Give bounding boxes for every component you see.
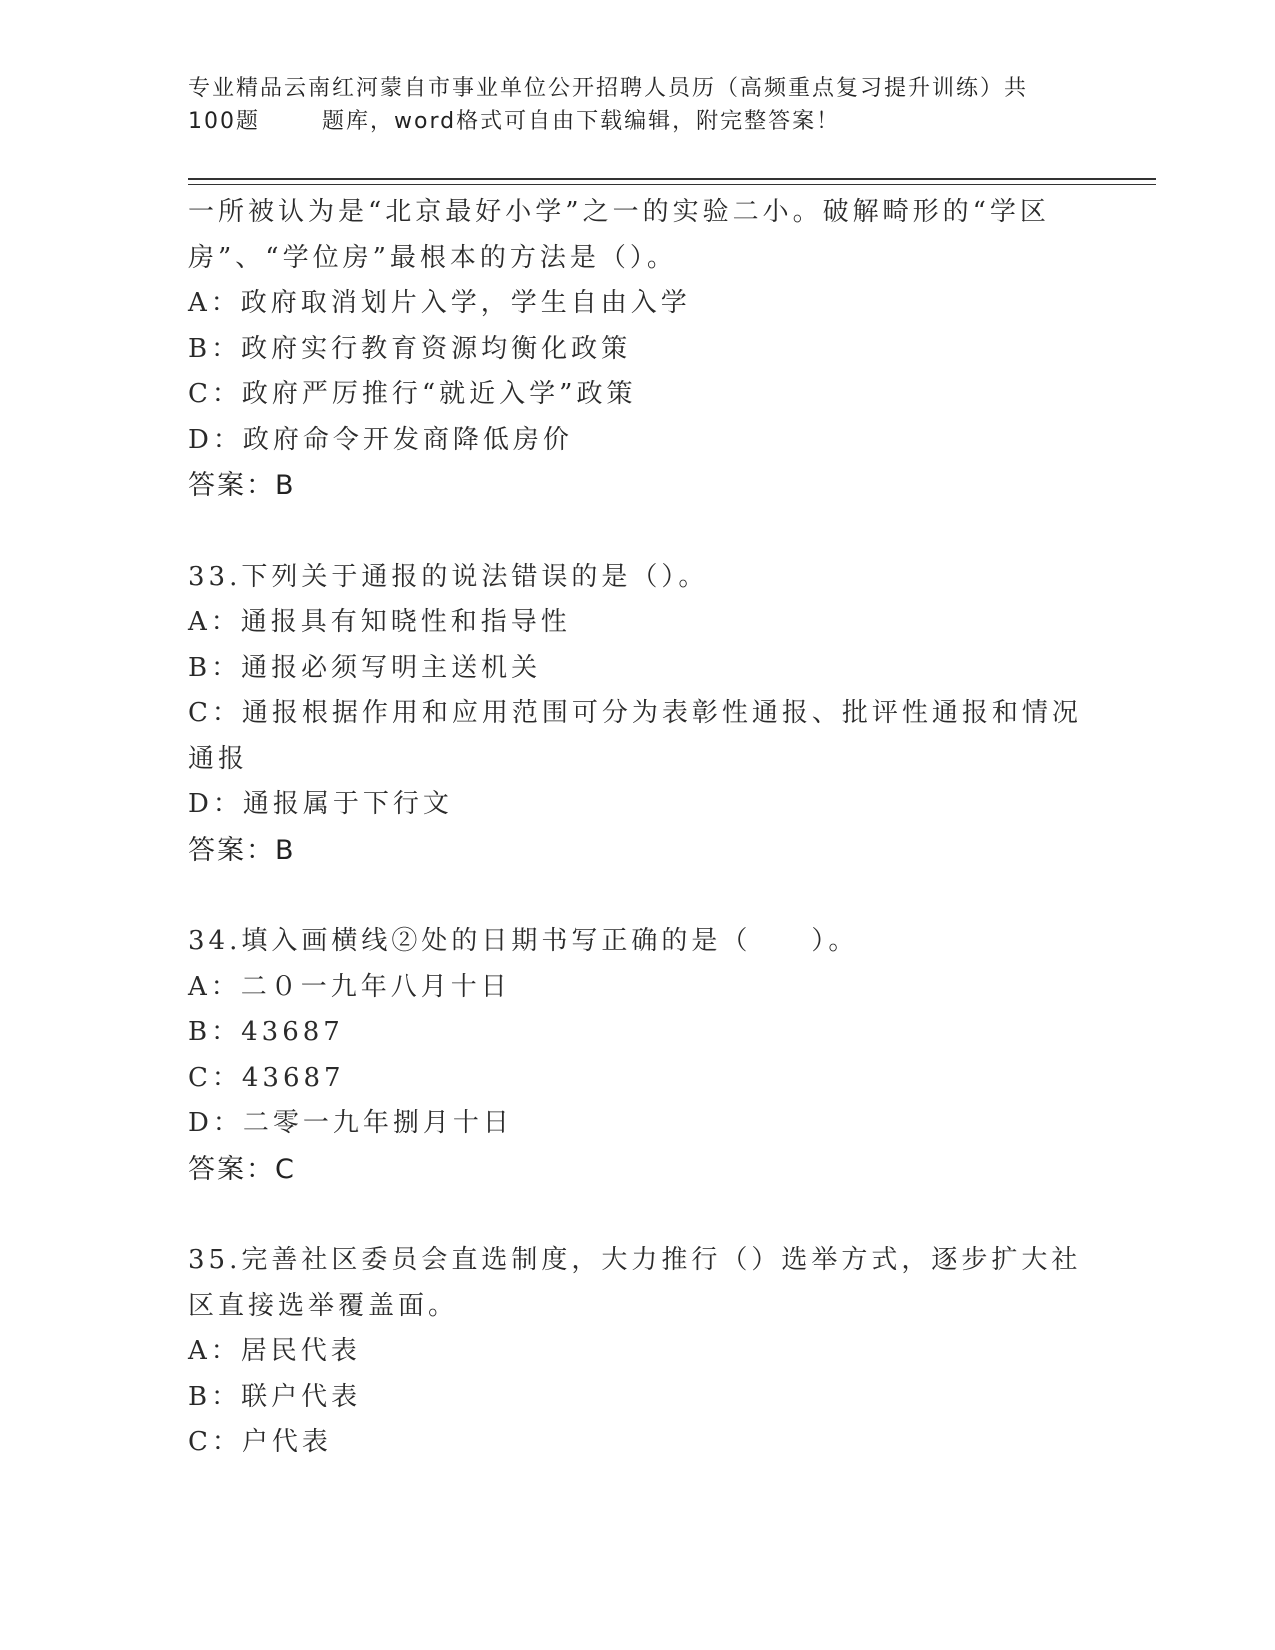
question-stem: 34.填入画横线②处的日期书写正确的是（ ）。: [188, 926, 859, 956]
option-b: B：43687: [188, 1017, 344, 1047]
option-c: C：政府严厉推行“就近入学”政策: [188, 379, 637, 409]
header-description: 题库，word格式可自由下载编辑，附完整答案！: [322, 109, 841, 134]
question-stem: 35.完善社区委员会直选制度，大力推行（）选举方式，逐步扩大社区直接选举覆盖面。: [188, 1245, 1082, 1321]
page-header: [188, 72, 1088, 138]
answer: 答案：B: [188, 834, 296, 866]
question-35: [188, 1238, 1098, 1466]
header-count: 100题: [188, 109, 260, 134]
answer: 答案：C: [188, 1153, 296, 1185]
header-title-line2: [188, 105, 1088, 138]
question-stem: 一所被认为是“北京最好小学”之一的实验二小。破解畸形的“学区房”、“学位房”最根本的方法是（）。: [188, 197, 1050, 273]
question-33: [188, 555, 1098, 874]
question-content: [188, 190, 1098, 1466]
option-a: A：通报具有知晓性和指导性: [188, 607, 571, 637]
option-a: A：二０一九年八月十日: [188, 971, 511, 1002]
option-c: C：通报根据作用和应用范围可分为表彰性通报、批评性通报和情况通报: [188, 698, 1082, 774]
option-d: D：通报属于下行文: [188, 789, 453, 819]
header-divider-thin: [188, 184, 1156, 185]
question-34: [188, 919, 1098, 1192]
option-b: B：联户代表: [188, 1381, 362, 1412]
question-32: [188, 190, 1098, 509]
option-c: C：43687: [188, 1062, 345, 1093]
header-title-line1: 专业精品云南红河蒙自市事业单位公开招聘人员历（高频重点复习提升训练）共: [188, 76, 1029, 101]
question-stem: 33.下列关于通报的说法错误的是（）。: [188, 561, 709, 592]
answer: 答案：B: [188, 470, 296, 501]
option-a: A：居民代表: [188, 1336, 361, 1366]
option-b: B：通报必须写明主送机关: [188, 652, 542, 683]
option-c: C：户代表: [188, 1427, 332, 1457]
option-d: D：二零一九年捌月十日: [188, 1108, 513, 1138]
option-b: B：政府实行教育资源均衡化政策: [188, 333, 632, 364]
header-divider-thick: [188, 178, 1156, 180]
option-d: D：政府命令开发商降低房价: [188, 424, 573, 455]
option-a: A：政府取消划片入学，学生自由入学: [188, 288, 691, 318]
